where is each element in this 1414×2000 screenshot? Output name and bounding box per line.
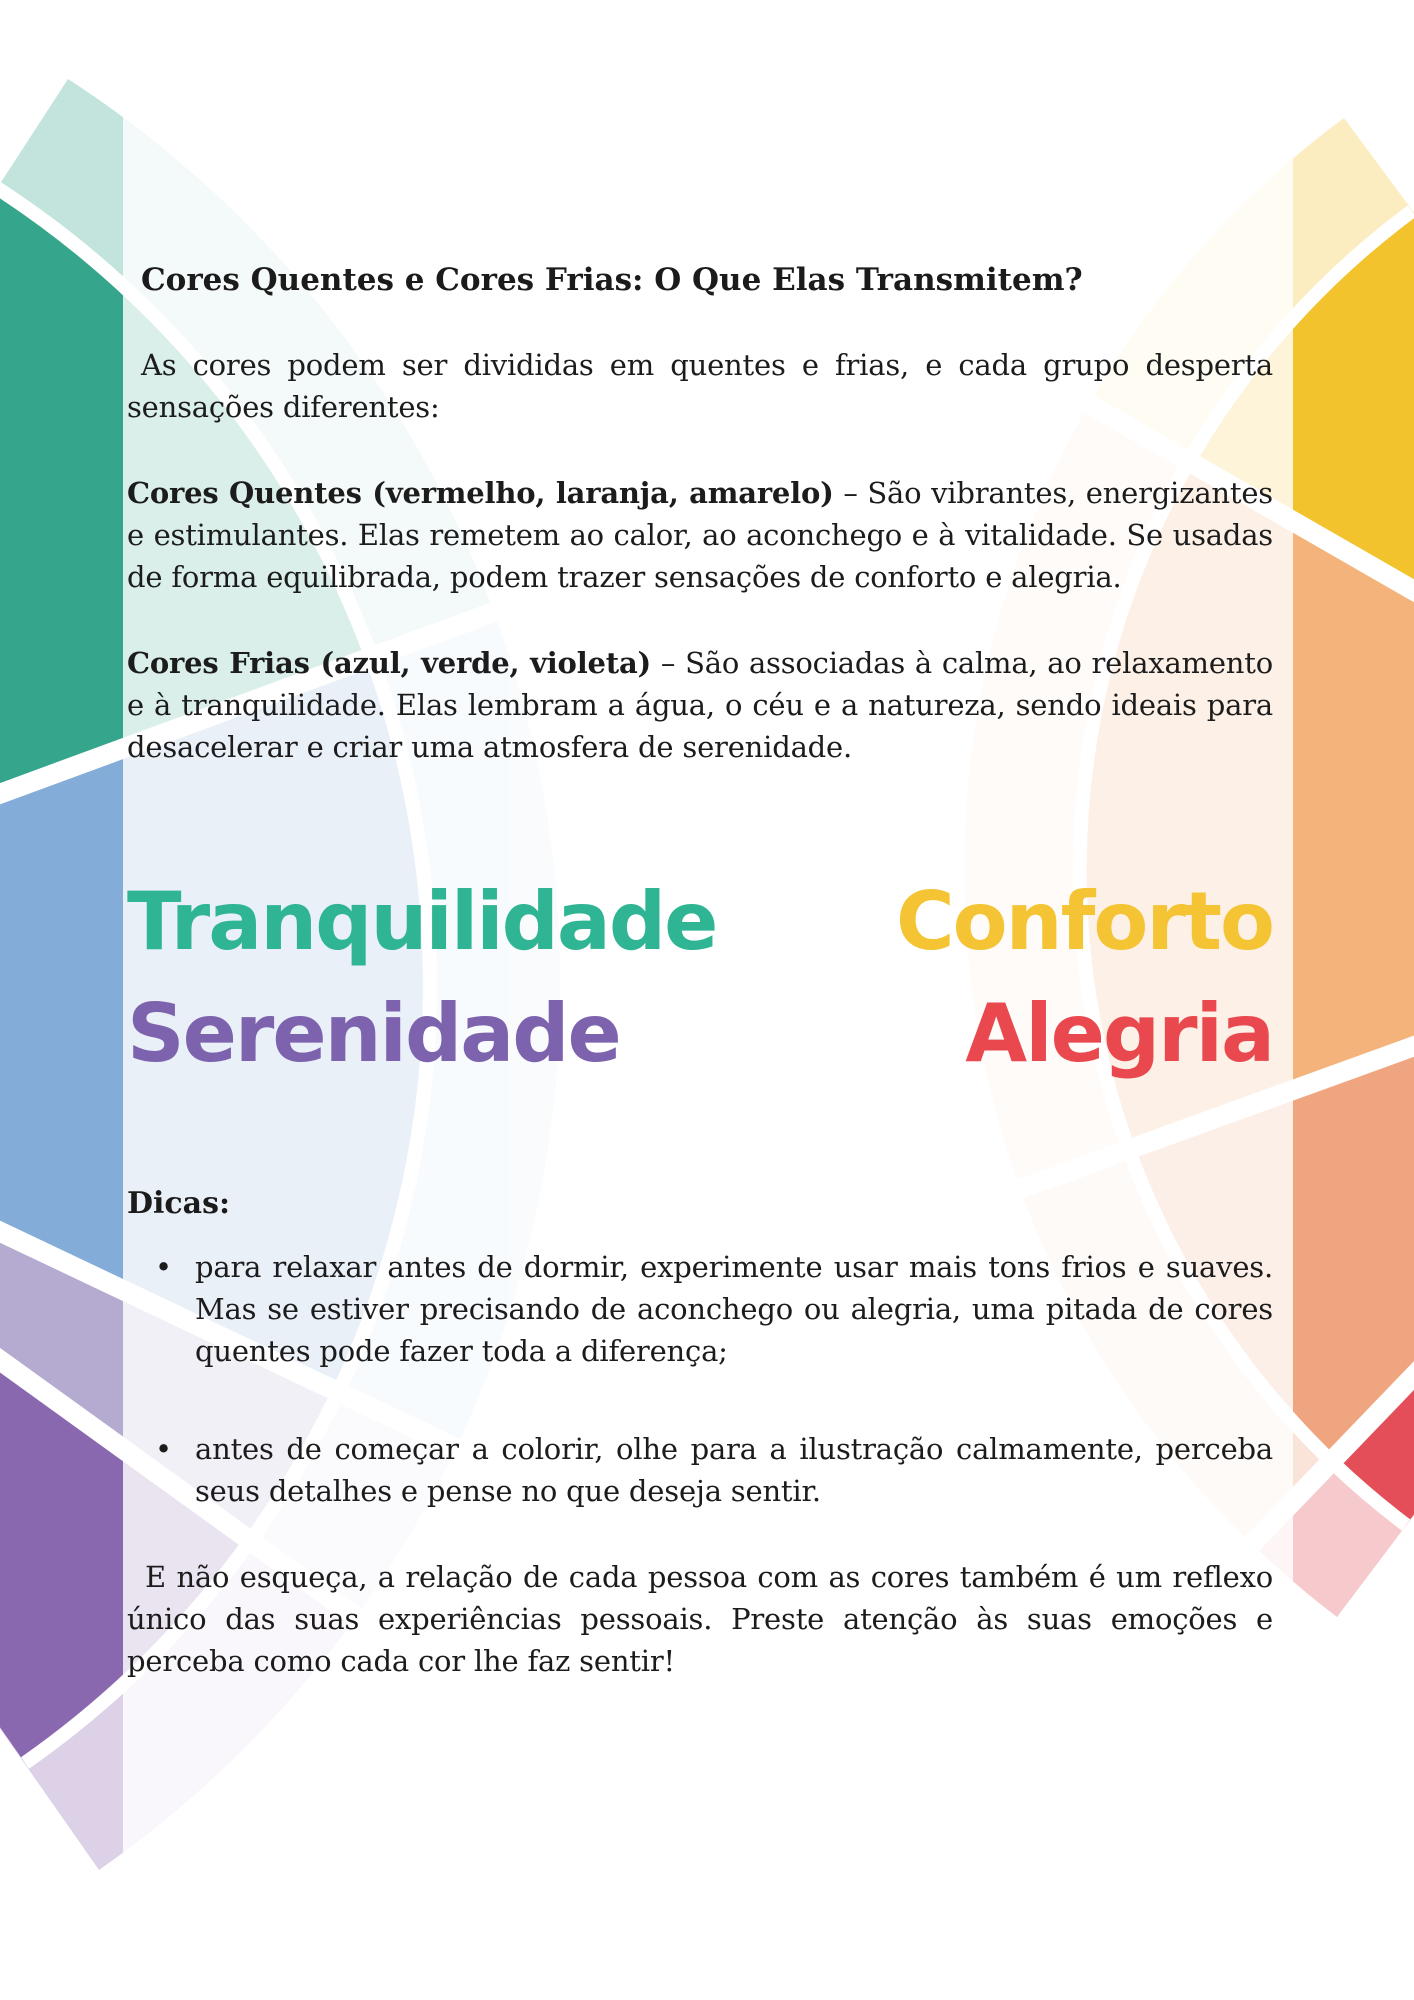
warm-colors-body: – São vibrantes, energizantes e estimulantes. Elas remetem ao calor, ao aconchego e à vitalidade. Se usadas de forma equilibrada, podem trazer sensações de conforto e alegria. (127, 476, 1273, 594)
tip-item-relax: • para relaxar antes de dormir, experimente usar mais tons frios e suaves. Mas se estiver precisando de aconchego ou alegria, uma pitada de cores quentes pode fazer toda a diferença; (127, 1246, 1273, 1372)
word-serenidade: Serenidade (127, 987, 620, 1080)
cool-colors-paragraph (127, 642, 1273, 768)
warm-colors-paragraph (127, 472, 1273, 598)
tips-heading: Dicas: (127, 1186, 231, 1221)
cool-colors-body: – São associadas à calma, ao relaxamento e à tranquilidade. Elas lembram a água, o céu e a natureza, sendo ideais para desacelerar e criar uma atmosfera de serenidade. (127, 646, 1273, 764)
emotion-words-row-1 (127, 872, 1273, 984)
tip-item-observe: • antes de começar a colorir, olhe para a ilustração calmamente, perceba seus detalhes e pense no que deseja sentir. (127, 1428, 1273, 1512)
emotion-words-row-2 (127, 984, 1273, 1096)
cool-colors-lead: Cores Frias (azul, verde, violeta) (127, 646, 652, 680)
warm-colors-lead: Cores Quentes (vermelho, laranja, amarelo) (127, 476, 834, 510)
word-conforto: Conforto (895, 875, 1273, 968)
page-content (127, 0, 1273, 2000)
word-tranquilidade: Tranquilidade (127, 875, 717, 968)
closing-paragraph: E não esqueça, a relação de cada pessoa com as cores também é um reflexo único das suas experiências pessoais. Preste atenção às suas emoções e perceba como cada cor lhe faz sentir! (127, 1560, 1273, 1678)
tips-list (127, 1246, 1273, 1568)
word-alegria: Alegria (965, 987, 1273, 1080)
intro-paragraph: As cores podem ser divididas em quentes e frias, e cada grupo desperta sensações diferentes: (127, 348, 1273, 424)
section-heading: Cores Quentes e Cores Frias: O Que Elas Transmitem? (141, 262, 1083, 298)
emotion-words (127, 872, 1273, 1096)
